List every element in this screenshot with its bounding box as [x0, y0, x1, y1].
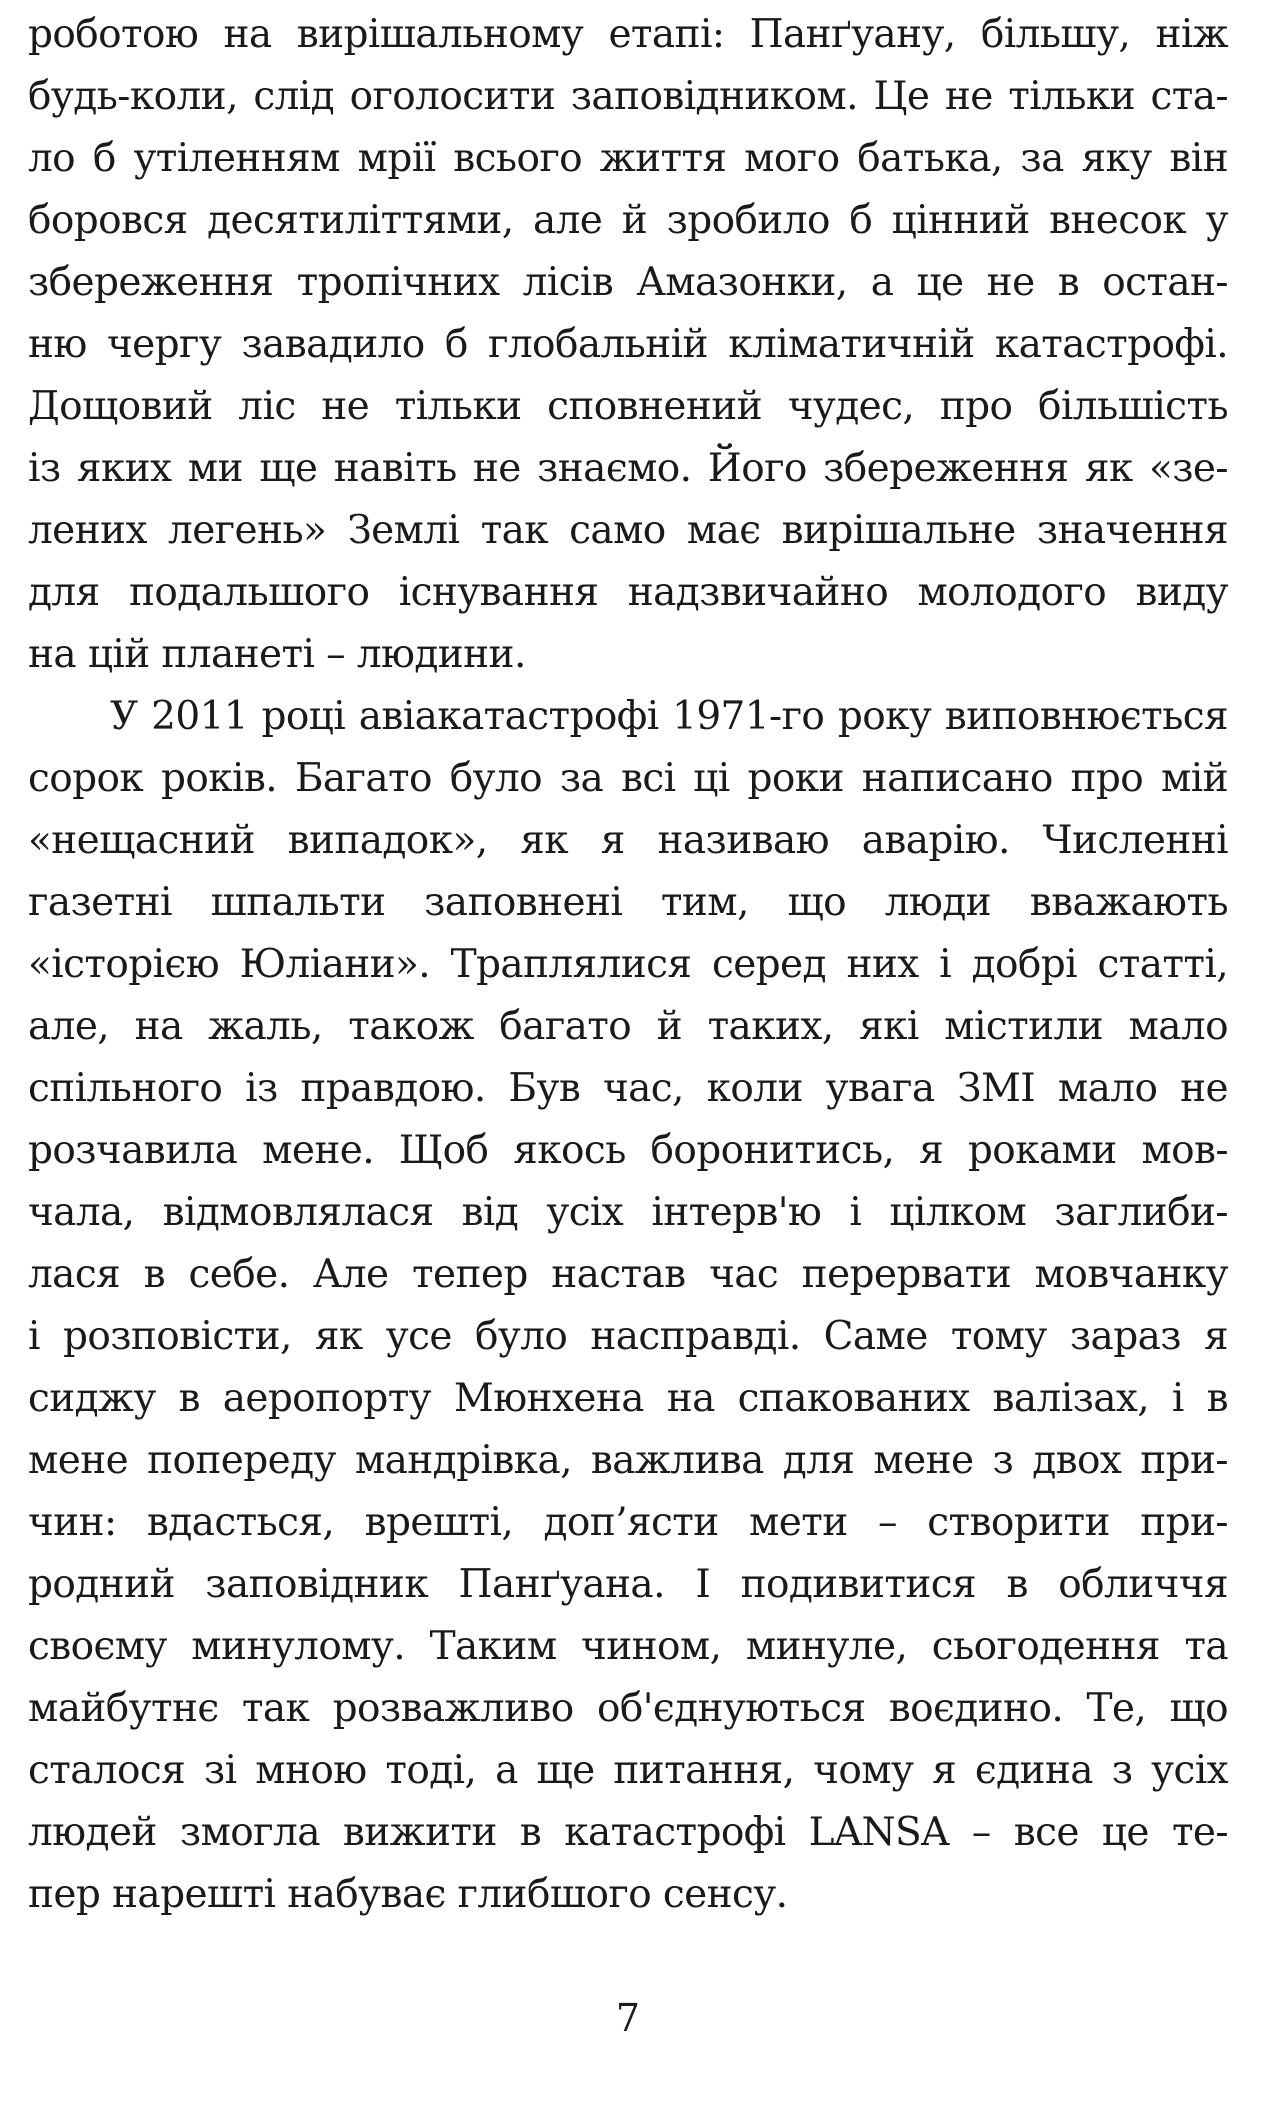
- text-line: своєму минулому. Таким чином, минуле, сьогодення та: [28, 1624, 1228, 1669]
- text-line: із яких ми ще навіть не знаємо. Його збереження як «зе-: [28, 446, 1228, 491]
- text-line: ню чергу завадило б глобальній кліматичній катастрофі.: [28, 322, 1228, 367]
- text-line: «нещасний випадок», як я називаю аварію. Численні: [28, 818, 1228, 863]
- text-line: «історією Юліани». Траплялися серед них і добрі статті,: [28, 942, 1228, 987]
- text-line: мене попереду мандрівка, важлива для мене з двох при-: [28, 1438, 1228, 1483]
- paragraph-end-line: пер нарешті набуває глибшого сенсу.: [28, 1872, 788, 1917]
- text-line: ло б утіленням мрії всього життя мого батька, за яку він: [28, 136, 1228, 181]
- text-line: сталося зі мною тоді, а ще питання, чому я єдина з усіх: [28, 1748, 1228, 1793]
- text-line: збереження тропічних лісів Амазонки, а це не в остан-: [28, 260, 1228, 305]
- text-line: лених легень» Землі так само має вирішальне значення: [28, 508, 1228, 553]
- text-line: майбутнє так розважливо об'єднуються воєдино. Те, що: [28, 1686, 1228, 1731]
- text-line: людей змогла вижити в катастрофі LANSA – все це те-: [28, 1810, 1228, 1855]
- body-text: [28, 4, 1228, 1926]
- page-number: 7: [615, 1996, 641, 2040]
- text-line: лася в себе. Але тепер настав час перервати мовчанку: [28, 1252, 1228, 1297]
- text-line: будь-коли, слід оголосити заповідником. Це не тільки ста-: [28, 74, 1228, 119]
- text-line: чала, відмовлялася від усіх інтерв'ю і цілком заглиби-: [28, 1190, 1228, 1235]
- text-line: для подальшого існування надзвичайно молодого виду: [28, 570, 1228, 615]
- text-line: сиджу в аеропорту Мюнхена на спакованих валізах, і в: [28, 1376, 1228, 1421]
- text-line: боровся десятиліттями, але й зробило б цінний внесок у: [28, 198, 1228, 243]
- text-line: родний заповідник Панґуана. І подивитися в обличчя: [28, 1562, 1228, 1607]
- text-line: чин: вдасться, врешті, доп’ясти мети – створити при-: [28, 1500, 1228, 1545]
- text-line: роботою на вирішальному етапі: Панґуану, більшу, ніж: [28, 12, 1228, 57]
- text-line: Дощовий ліс не тільки сповнений чудес, про більшість: [28, 384, 1228, 429]
- text-line: сорок років. Багато було за всі ці роки написано про мій: [28, 756, 1228, 801]
- paragraph-start-line: У 2011 році авіакатастрофі 1971-го року виповнюється: [110, 694, 1228, 739]
- paragraph-end-line: на цій планеті – людини.: [28, 632, 526, 677]
- text-line: газетні шпальти заповнені тим, що люди вважають: [28, 880, 1228, 925]
- text-line: і розповісти, як усе було насправді. Саме тому зараз я: [28, 1314, 1228, 1359]
- text-line: розчавила мене. Щоб якось боронитись, я роками мов-: [28, 1128, 1228, 1173]
- text-line: спільного із правдою. Був час, коли увага ЗМІ мало не: [28, 1066, 1228, 1111]
- text-line: але, на жаль, також багато й таких, які містили мало: [28, 1004, 1228, 1049]
